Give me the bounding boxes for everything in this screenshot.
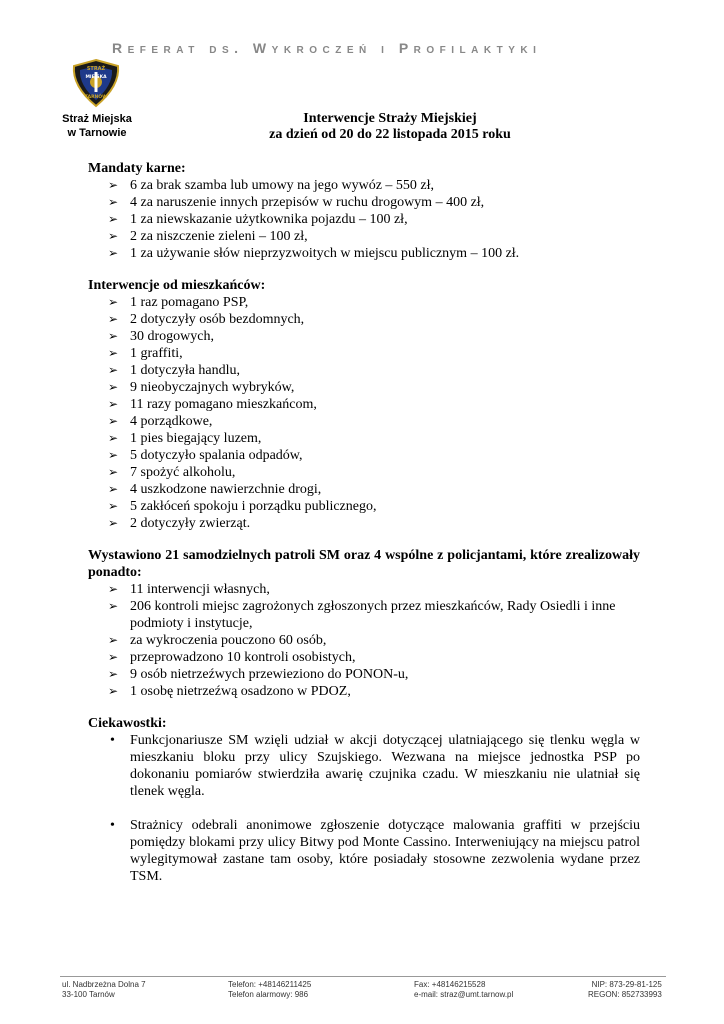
arrow-bullet-icon: ➢	[108, 482, 119, 496]
list-item: ➢ 1 dotyczyła handlu,	[108, 363, 241, 378]
list-item: ➢ 1 raz pomagano PSP,	[108, 295, 249, 310]
fines-list	[88, 177, 640, 262]
list-item: ➢ przeprowadzono 10 kontroli osobistych,	[108, 650, 356, 665]
residents-heading: Interwencje od mieszkańców:	[88, 278, 266, 293]
footer-fax: Fax: +48146215528	[414, 980, 486, 989]
list-item: ➢ 30 drogowych,	[108, 329, 214, 344]
footer-email-link[interactable]: e-mail: straz@umt.tarnow.pl	[414, 990, 514, 999]
list-item: ➢ 9 osób nietrzeźwych przewieziono do PONON-u,	[108, 667, 409, 682]
list-item: ➢ 11 razy pomagano mieszkańcom,	[108, 397, 317, 412]
document-title	[150, 111, 630, 143]
list-item: ➢ 9 nieobyczajnych wybryków,	[108, 380, 295, 395]
footer-address-line1: ul. Nadbrzeżna Dolna 7	[62, 980, 146, 989]
trivia-section	[88, 715, 640, 885]
arrow-bullet-icon: ➢	[108, 295, 119, 309]
document-body	[88, 160, 640, 902]
footer-phone-line2: Telefon alarmowy: 986	[228, 990, 309, 999]
logo-text-top: STRAŻ	[86, 66, 106, 72]
arrow-bullet-icon: ➢	[108, 178, 119, 192]
list-item: ➢ 4 uszkodzone nawierzchnie drogi,	[108, 482, 322, 497]
arrow-bullet-icon: ➢	[108, 599, 119, 613]
list-item: ➢ 1 graffiti,	[108, 346, 183, 361]
arrow-bullet-icon: ➢	[108, 380, 119, 394]
list-item: ➢ za wykroczenia pouczono 60 osób,	[108, 633, 327, 648]
footer-address	[62, 980, 146, 1000]
list-item: ➢ 2 dotyczyły zwierząt.	[108, 516, 251, 531]
footer-contact	[414, 980, 513, 1000]
list-item: ➢ 1 za używanie słów nieprzyzwoitych w miejscu publicznym – 100 zł.	[108, 246, 520, 261]
arrow-bullet-icon: ➢	[108, 195, 119, 209]
arrow-bullet-icon: ➢	[108, 633, 119, 647]
list-item: ➢ 206 kontroli miejsc zagrożonych zgłoszonych przez mieszkańców, Rady Osiedli i inne podmioty i instytucje,	[108, 599, 616, 631]
arrow-bullet-icon: ➢	[108, 329, 119, 343]
arrow-bullet-icon: ➢	[108, 431, 119, 445]
footer-divider	[60, 976, 666, 977]
list-item: ➢ 1 pies biegający luzem,	[108, 431, 262, 446]
city-guard-logo	[66, 58, 126, 108]
arrow-bullet-icon: ➢	[108, 667, 119, 681]
fines-section	[88, 160, 640, 262]
list-item: • Strażnicy odebrali anonimowe zgłoszenie dotyczące malowania graffiti w przejściu pomiędzy blokami przy ulicy Bitwy pod Monte Cassino. Interweniujący na miejscu patrol wylegitymował zastane tam osoby, które posiadały stosowne zezwolenia wydane przez TSM.	[110, 818, 640, 884]
footer-ids	[588, 980, 662, 1000]
arrow-bullet-icon: ➢	[108, 212, 119, 226]
arrow-bullet-icon: ➢	[108, 246, 119, 260]
arrow-bullet-icon: ➢	[108, 516, 119, 530]
arrow-bullet-icon: ➢	[108, 684, 119, 698]
list-item: • Funkcjonariusze SM wzięli udział w akcji dotyczącej ulatniającego się tlenku węgla w mieszkaniu bloku przy ulicy Szujskiego. Wezwana na miejsce jednostka PSP po dokonaniu pomiarów stwierdziła awarię czujnika czadu. W mieszkaniu nie ulatniał się tlenek węgla.	[110, 733, 640, 799]
trivia-list	[88, 732, 640, 885]
list-item: ➢ 4 za naruszenie innych przepisów w ruchu drogowym – 400 zł,	[108, 195, 485, 210]
fines-heading: Mandaty karne:	[88, 161, 186, 176]
list-item: ➢ 1 osobę nietrzeźwą osadzono w PDOZ,	[108, 684, 351, 699]
org-name-line2: w Tarnowie	[67, 127, 127, 139]
arrow-bullet-icon: ➢	[108, 465, 119, 479]
logo-text-bottom: TARNÓW	[84, 95, 108, 100]
title-line2: za dzień od 20 do 22 listopada 2015 roku	[269, 127, 511, 142]
bullet-dot-icon: •	[110, 733, 115, 748]
list-item: ➢ 1 za niewskazanie użytkownika pojazdu – 100 zł,	[108, 212, 408, 227]
footer-nip: NIP: 873-29-81-125	[591, 980, 662, 989]
list-item: ➢ 4 porządkowe,	[108, 414, 213, 429]
logo-text-mid: MIEJSKA	[85, 75, 107, 80]
arrow-bullet-icon: ➢	[108, 499, 119, 513]
arrow-bullet-icon: ➢	[108, 363, 119, 377]
list-item: ➢ 2 za niszczenie zieleni – 100 zł,	[108, 229, 308, 244]
arrow-bullet-icon: ➢	[108, 229, 119, 243]
arrow-bullet-icon: ➢	[108, 312, 119, 326]
list-item: ➢ 7 spożyć alkoholu,	[108, 465, 236, 480]
patrols-heading: Wystawiono 21 samodzielnych patroli SM oraz 4 wspólne z policjantami, które zrealizowały ponadto:	[88, 548, 640, 580]
list-item: ➢ 11 interwencji własnych,	[108, 582, 270, 597]
list-item: ➢ 2 dotyczyły osób bezdomnych,	[108, 312, 305, 327]
patrols-list	[88, 581, 640, 700]
footer-regon: REGON: 852733993	[588, 990, 662, 999]
org-name-line1: Straż Miejska	[62, 113, 132, 125]
bullet-dot-icon: •	[110, 818, 115, 833]
residents-list	[88, 294, 640, 532]
title-line1: Interwencje Straży Miejskiej	[303, 111, 477, 126]
patrols-section	[88, 547, 640, 700]
footer-address-line2: 33-100 Tarnów	[62, 990, 115, 999]
trivia-heading: Ciekawostki:	[88, 716, 167, 731]
arrow-bullet-icon: ➢	[108, 397, 119, 411]
footer-phone	[228, 980, 311, 1000]
footer-phone-line1: Telefon: +48146211425	[228, 980, 312, 989]
list-item: ➢ 5 zakłóceń spokoju i porządku publicznego,	[108, 499, 377, 514]
organization-name	[52, 112, 142, 140]
arrow-bullet-icon: ➢	[108, 414, 119, 428]
department-header: Referat ds. Wykroczeń i Profilaktyki	[112, 40, 542, 56]
arrow-bullet-icon: ➢	[108, 582, 119, 596]
arrow-bullet-icon: ➢	[108, 448, 119, 462]
arrow-bullet-icon: ➢	[108, 650, 119, 664]
list-item: ➢ 5 dotyczyło spalania odpadów,	[108, 448, 303, 463]
residents-section	[88, 277, 640, 532]
arrow-bullet-icon: ➢	[108, 346, 119, 360]
list-item: ➢ 6 za brak szamba lub umowy na jego wywóz – 550 zł,	[108, 178, 435, 193]
